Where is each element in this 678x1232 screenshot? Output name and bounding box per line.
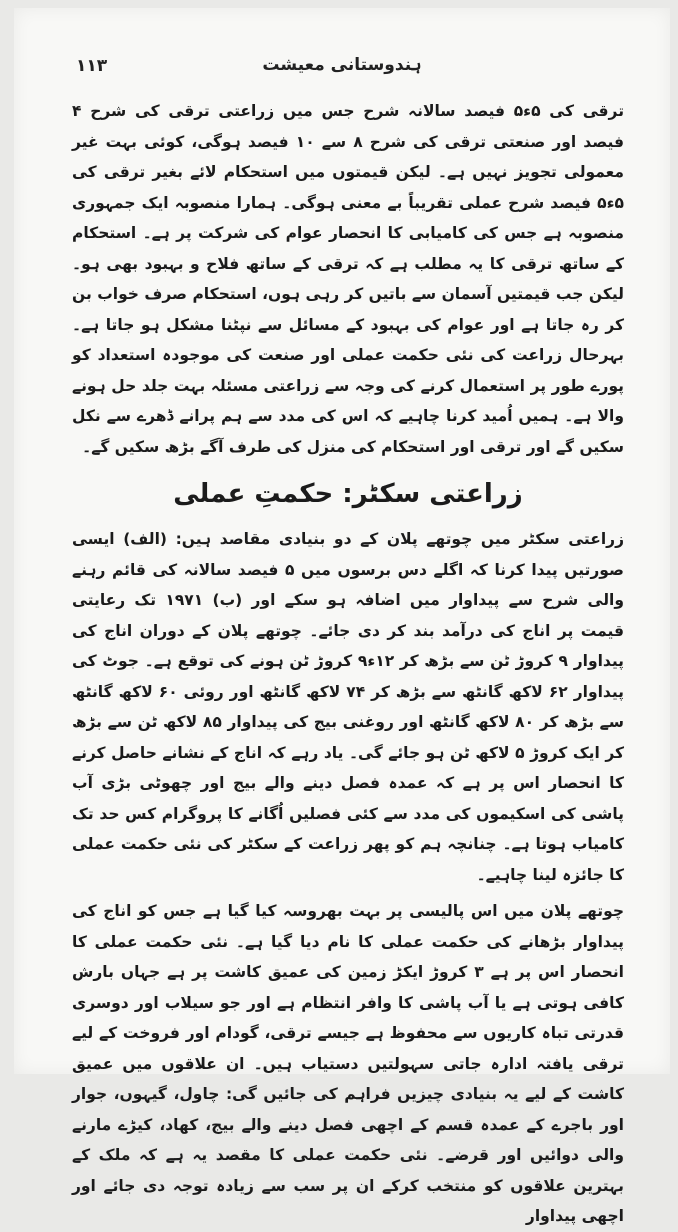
book-page bbox=[14, 8, 670, 1225]
running-title: ہندوستانی معیشت bbox=[262, 55, 422, 75]
paragraph-3: چوتھے پلان میں اس پالیسی پر بہت بھروسہ کیا گیا ہے جس کو اناج کی پیداوار بڑھانے کی حکمت عملی کا نام دیا گیا ہے۔ نئی حکمت عملی کا انحصار اس پر ہے ۳ کروڑ ایکڑ زمین کی عمیق کاشت پر ہے جہاں بارش کافی ہوتی ہے یا آب پاشی کا وافر انتظام ہے اور جو سیلاب اور دوسری قدرتی تباہ کاریوں سے محفوظ ہے جیسے ترقی، گودام اور فروخت کے لیے ترقی یافتہ ادارہ جاتی سہولتیں دستیاب ہیں۔ ان علاقوں میں عمیق کاشت کے لیے یہ بنیادی چیزیں فراہم کی جائیں گی: چاول، گیہوں، جوار اور باجرے کے عمدہ قسم کے اچھی فصل دینے والے بیج، کھاد، کیڑے مارنے والی دوائیں اور قرضے۔ نئی حکمت عملی کا مقصد یہ ہے کہ ملک کے بہترین علاقوں کو منتخب کرکے ان پر سب سے زیادہ توجہ دی جائے اور اچھی پیداوار bbox=[72, 902, 624, 1225]
page-body bbox=[72, 96, 625, 1225]
paragraph-1: ترقی کی ۵ء۵ فیصد سالانہ شرح جس میں زراعتی ترقی کی شرح ۴ فیصد اور صنعتی ترقی کی شرح ۸ سے ۱۰ فیصد ہوگی، کوئی بہت غیر معمولی تجویز نہیں ہے۔ لیکن قیمتوں میں استحکام لائے بغیر ترقی کی ۵ء۵ فیصد شرح عملی تقریباً بے معنی ہوگی۔ ہمارا منصوبہ ایک جمہوری منصوبہ ہے جس کی کامیابی کا انحصار عوام کی شرکت پر ہے۔ استحکام کے ساتھ ترقی کا یہ مطلب ہے کہ ترقی کے ساتھ فلاح و بہبود بھی ہو۔ لیکن جب قیمتیں آسمان سے باتیں کر رہی ہوں، استحکام صرف خواب بن کر رہ جاتا ہے اور عوام کی بہبود کے مسائل سے نپٹنا مشکل ہو جاتا ہے۔ بہرحال زراعت کی نئی حکمت عملی اور صنعت کی موجودہ استعداد کو پورے طور پر استعمال کرنے کی وجہ سے زراعتی مسئلہ بہت جلد حل ہونے والا ہے۔ ہمیں اُمید کرنا چاہیے کہ اس کی مدد سے ہم پرانے ڈھرے سے نکل سکیں گے اور ترقی اور استحکام کی منزل کی طرف آگے بڑھ سکیں گے۔ bbox=[72, 102, 625, 456]
paragraph-2: زراعتی سکٹر میں چوتھے پلان کے دو بنیادی مقاصد ہیں: (الف) ایسی صورتیں پیدا کرنا کہ اگلے دس برسوں میں ۵ فیصد سالانہ کی قائم رہنے والی شرح سے پیداوار میں اضافہ ہو سکے اور (ب) ۱۹۷۱ تک رعایتی قیمت پر اناج کی درآمد بند کر دی جائے۔ چوتھے پلان کے دوران اناج کی پیداوار ۹ کروڑ ٹن سے بڑھ کر ۱۲ء۹ کروڑ ٹن ہونے کی توقع ہے۔ جوٹ کی پیداوار ۶۲ لاکھ گانٹھ سے بڑھ کر ۷۴ لاکھ گانٹھ اور روئی ۶۰ لاکھ گانٹھ سے بڑھ کر ۸۰ لاکھ گانٹھ اور روغنی بیج کی پیداوار ۸۵ لاکھ ٹن سے بڑھ کر ایک کروڑ ۵ لاکھ ٹن ہو جائے گی۔ یاد رہے کہ اناج کے نشانے حاصل کرنے کا انحصار اس پر ہے کہ عمدہ فصل دینے والے بیج اور چھوٹی بڑی آب پاشی کی اسکیموں کی مدد سے کئی فصلیں اُگانے کا پروگرام کس حد تک کامیاب ہوتا ہے۔ چنانچہ ہم کو پھر زراعت کے سکٹر کی نئی حکمت عملی کا جائزہ لینا چاہیے۔ bbox=[72, 530, 625, 884]
section-heading: زراعتی سکٹر: حکمتِ عملی bbox=[173, 479, 523, 509]
page-number: ۱۱۳ bbox=[76, 56, 108, 76]
